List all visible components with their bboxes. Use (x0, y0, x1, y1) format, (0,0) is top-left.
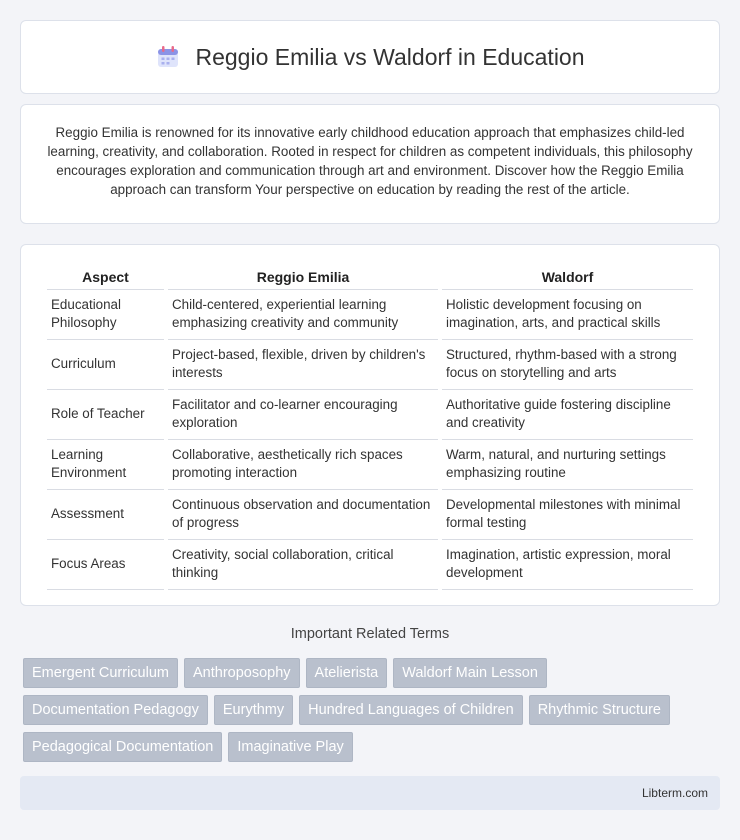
intro-card (20, 104, 720, 224)
intro-text: Reggio Emilia is renowned for its innovative early childhood education approach that emphasizes child-led learning, creativity, and collaboration. Rooted in respect for children as competent individuals, this philosophy encourages exploration and communication through art and environment. Discover how the Reggio Emilia approach can transform Your perspective on education by reading the rest of the article. (47, 125, 693, 197)
row-reggio: Collaborative, aesthetically rich spaces promoting interaction (168, 440, 438, 490)
footer-site-link[interactable]: Libterm.com (641, 786, 708, 800)
term-tag[interactable]: Atelierista (306, 658, 388, 688)
calendar-icon (155, 44, 181, 70)
term-tag[interactable]: Emergent Curriculum (23, 658, 178, 688)
table-row (47, 440, 693, 490)
header-aspect: Aspect (47, 267, 164, 290)
row-aspect: Curriculum (47, 340, 164, 390)
term-tag[interactable]: Pedagogical Documentation (23, 732, 222, 762)
page-title: Reggio Emilia vs Waldorf in Education (195, 43, 585, 70)
table-row (47, 490, 693, 540)
row-aspect: Assessment (47, 490, 164, 540)
header-card (20, 20, 720, 94)
term-tag[interactable]: Documentation Pedagogy (23, 695, 208, 725)
row-waldorf: Structured, rhythm-based with a strong focus on storytelling and arts (442, 340, 693, 390)
header-reggio-emilia: Reggio Emilia (168, 267, 438, 290)
table-row (47, 340, 693, 390)
related-terms-title: Important Related Terms (290, 626, 450, 642)
row-reggio: Creativity, social collaboration, critical thinking (168, 540, 438, 590)
row-reggio: Facilitator and co-learner encouraging exploration (168, 390, 438, 440)
related-terms-list (23, 658, 723, 762)
table-row (47, 540, 693, 590)
row-reggio: Project-based, flexible, driven by children's interests (168, 340, 438, 390)
table-row (47, 290, 693, 340)
row-waldorf: Imagination, artistic expression, moral development (442, 540, 693, 590)
term-tag[interactable]: Anthroposophy (184, 658, 300, 688)
table-row (47, 390, 693, 440)
term-tag[interactable]: Eurythmy (214, 695, 293, 725)
row-waldorf: Holistic development focusing on imagination, arts, and practical skills (442, 290, 693, 340)
term-tag[interactable]: Rhythmic Structure (529, 695, 670, 725)
row-waldorf: Developmental milestones with minimal formal testing (442, 490, 693, 540)
footer (20, 776, 720, 810)
comparison-table-card (20, 244, 720, 606)
table-header-row (47, 267, 693, 290)
row-aspect: Educational Philosophy (47, 290, 164, 340)
row-aspect: Focus Areas (47, 540, 164, 590)
row-reggio: Child-centered, experiential learning emphasizing creativity and community (168, 290, 438, 340)
comparison-table (43, 267, 697, 590)
row-reggio: Continuous observation and documentation of progress (168, 490, 438, 540)
term-tag[interactable]: Imaginative Play (228, 732, 352, 762)
row-aspect: Learning Environment (47, 440, 164, 490)
row-waldorf: Warm, natural, and nurturing settings emphasizing routine (442, 440, 693, 490)
row-waldorf: Authoritative guide fostering discipline and creativity (442, 390, 693, 440)
row-aspect: Role of Teacher (47, 390, 164, 440)
term-tag[interactable]: Waldorf Main Lesson (393, 658, 547, 688)
header-waldorf: Waldorf (442, 267, 693, 290)
term-tag[interactable]: Hundred Languages of Children (299, 695, 523, 725)
